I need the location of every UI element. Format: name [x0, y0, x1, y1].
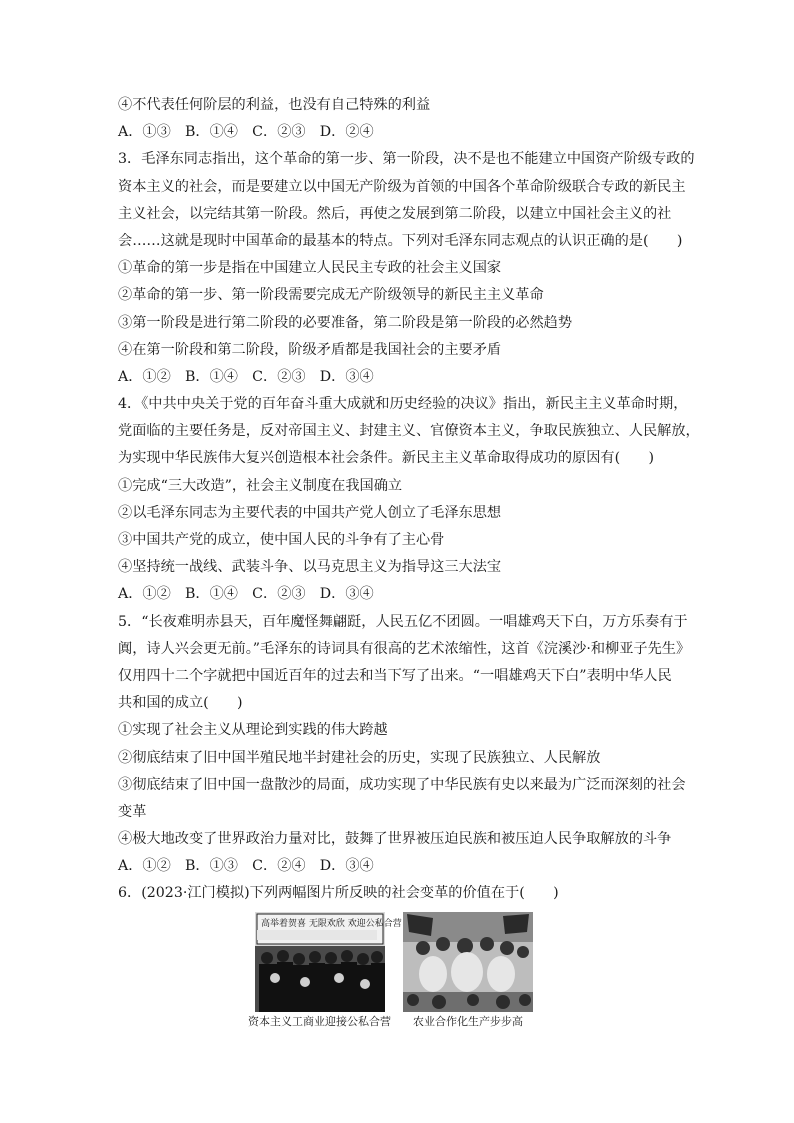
text-line: ④在第一阶段和第二阶段，阶级矛盾都是我国社会的主要矛盾	[118, 341, 502, 358]
text-line: ④坚持统一战线、武装斗争、以马克思主义为指导这三大法宝	[118, 559, 502, 576]
text-line: ④不代表任何阶层的利益，也没有自己特殊的利益	[118, 97, 431, 113]
document-page	[118, 92, 700, 1029]
photo-joint-venture	[255, 912, 402, 1012]
text-line: A．①② B．①④ C．②③ D．③④	[118, 586, 374, 603]
text-line: 阗，诗人兴会更无前。”毛泽东的诗词具有很高的艺术浓缩性，这首《浣溪沙·和柳亚子先生》	[118, 640, 691, 657]
poster-agricultural-cooperation-illustration	[403, 912, 533, 1012]
text-line: 5．“长夜难明赤县天，百年魔怪舞翩跹，人民五亿不团圆。一唱雄鸡天下白，万方乐奏有于	[118, 613, 688, 630]
text-line: ①实现了社会主义从理论到实践的伟大跨越	[118, 722, 388, 739]
text-line: ④极大地改变了世界政治力量对比，鼓舞了世界被压迫民族和被压迫人民争取解放的斗争	[118, 831, 672, 848]
text-line: 党面临的主要任务是，反对帝国主义、封建主义、官僚资本主义，争取民族独立、人民解放，	[118, 423, 700, 440]
text-line: ③第一阶段是进行第二阶段的必要准备，第二阶段是第一阶段的必然趋势	[118, 314, 573, 331]
figure-caption-right: 农业合作化生产步步高	[413, 1014, 523, 1028]
text-line: 共和国的成立( )	[118, 695, 243, 712]
text-line: 为实现中华民族伟大复兴创造根本社会条件。新民主主义革命取得成功的原因有( )	[118, 450, 655, 467]
text-line: 仅用四十二个字就把中国近百年的过去和当下写了出来。“一唱雄鸡天下白”表明中华人民	[118, 667, 672, 684]
figure-row	[248, 912, 684, 1029]
text-line: ②以毛泽东同志为主要代表的中国共产党人创立了毛泽东思想	[118, 504, 502, 521]
text-line: ②彻底结束了旧中国半殖民地半封建社会的历史，实现了民族独立、人民解放	[118, 749, 601, 766]
text-line: ②革命的第一步、第一阶段需要完成无产阶级领导的新民主主义革命	[118, 287, 544, 304]
text-line: ①革命的第一步是指在中国建立人民民主专政的社会主义国家	[118, 260, 502, 277]
text-line: 3．毛泽东同志指出，这个革命的第一步、第一阶段，决不是也不能建立中国资产阶级专政的	[118, 151, 695, 168]
text-line: ①完成“三大改造”，社会主义制度在我国确立	[118, 477, 403, 494]
text-line: A．①② B．①④ C．②③ D．③④	[118, 368, 374, 385]
text-line: ③中国共产党的成立，使中国人民的斗争有了主心骨	[118, 532, 445, 548]
photo-sign-text: 高举着贺喜 无限欢欣 欢迎公私合营	[260, 918, 402, 929]
text-line: 4．《中共中央关于党的百年奋斗重大成就和历史经验的决议》指出，新民主主义革命时期，	[118, 396, 688, 413]
figure-caption-left: 资本主义工商业迎接公私合营	[248, 1014, 391, 1028]
text-line: A．①③ B．①④ C．②③ D．②④	[118, 124, 374, 141]
photo-agricultural-cooperation	[403, 912, 533, 1012]
photo-joint-venture-illustration	[255, 912, 402, 1012]
text-line: ③彻底结束了旧中国一盘散沙的局面，成功实现了中华民族有史以来最为广泛而深刻的社会	[118, 776, 686, 793]
figure-left	[248, 912, 402, 1029]
text-lines	[118, 92, 700, 908]
text-line: 变革	[118, 803, 147, 820]
text-line: 6．(2023·江门模拟)下列两幅图片所反映的社会变革的价值在于( )	[118, 885, 559, 902]
figure-right	[403, 912, 533, 1029]
text-line: 会……这就是现时中国革命的最基本的特点。下列对毛泽东同志观点的认识正确的是( )	[118, 232, 683, 249]
text-line: 主义社会，以完结其第一阶段。然后，再使之发展到第二阶段，以建立中国社会主义的社	[118, 205, 672, 222]
text-line: 资本主义的社会，而是要建立以中国无产阶级为首领的中国各个革命阶级联合专政的新民主	[118, 178, 686, 195]
text-line: A．①② B．①③ C．②④ D．③④	[118, 858, 374, 875]
